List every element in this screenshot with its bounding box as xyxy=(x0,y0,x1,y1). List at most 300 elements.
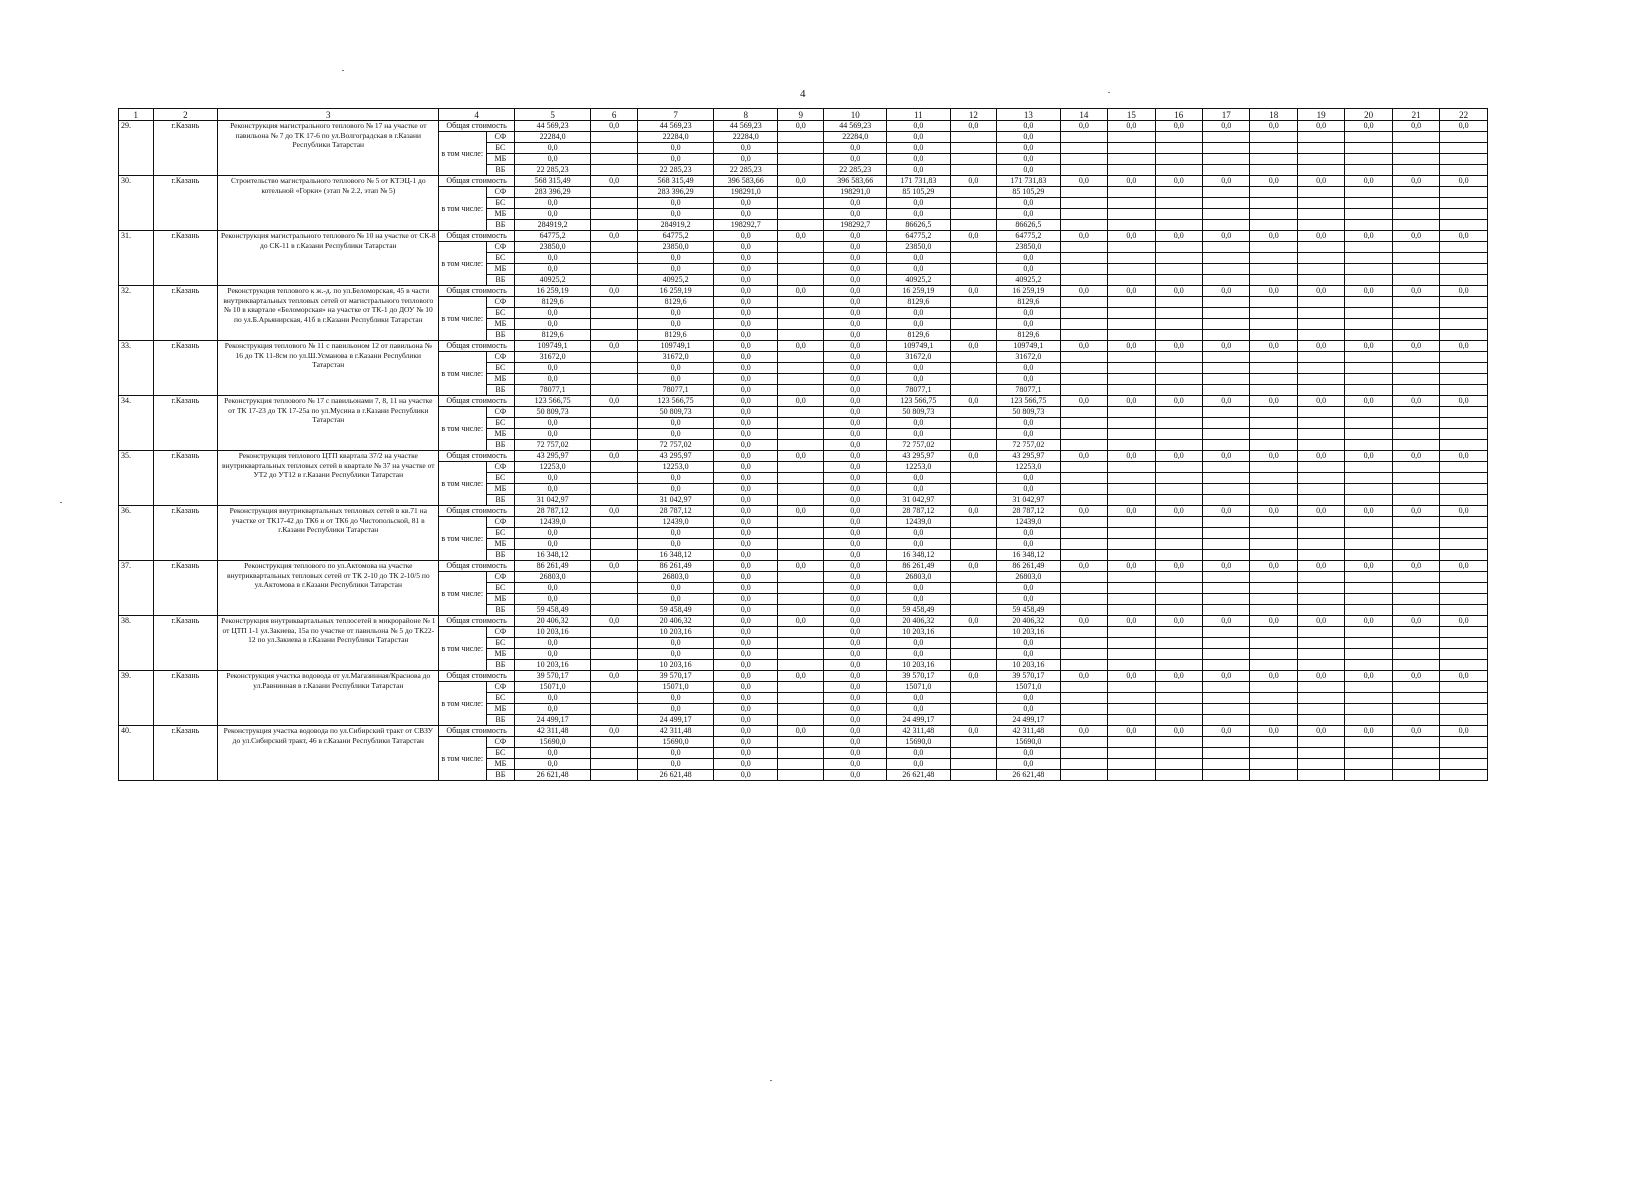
empty-cell xyxy=(1203,638,1250,649)
empty-cell xyxy=(1250,209,1297,220)
total-cost-label: Общая стоимость xyxy=(439,121,515,132)
empty-cell xyxy=(1250,638,1297,649)
empty-cell xyxy=(1250,407,1297,418)
empty-cell xyxy=(1108,352,1155,363)
empty-cell xyxy=(1297,352,1344,363)
value-cell: 0,0 xyxy=(824,726,887,737)
value-cell: 0,0 xyxy=(824,286,887,297)
value-cell: 26803,0 xyxy=(887,572,951,583)
value-cell: 0,0 xyxy=(778,121,824,132)
empty-cell xyxy=(1297,330,1344,341)
value-cell: 0,0 xyxy=(714,374,778,385)
including-label: в том числе: xyxy=(439,682,486,726)
including-label: в том числе: xyxy=(439,737,486,781)
row-number: 31. xyxy=(119,231,154,286)
value-cell xyxy=(950,517,996,528)
empty-cell xyxy=(1155,308,1202,319)
value-cell: 0,0 xyxy=(714,242,778,253)
empty-cell xyxy=(1250,517,1297,528)
empty-cell xyxy=(1155,297,1202,308)
value-cell: 0,0 xyxy=(714,209,778,220)
empty-cell xyxy=(1108,209,1155,220)
value-cell xyxy=(950,220,996,231)
value-cell: 0,0 xyxy=(1155,561,1202,572)
column-number: 19 xyxy=(1297,109,1344,121)
value-cell: 8129,6 xyxy=(637,330,714,341)
value-cell: 0,0 xyxy=(997,594,1061,605)
empty-cell xyxy=(1203,572,1250,583)
column-number: 6 xyxy=(591,109,637,121)
value-cell: 0,0 xyxy=(1440,671,1488,682)
value-cell: 15071,0 xyxy=(997,682,1061,693)
funding-code: БС xyxy=(486,748,514,759)
empty-cell xyxy=(1297,517,1344,528)
value-cell: 0,0 xyxy=(637,484,714,495)
value-cell: 0,0 xyxy=(824,209,887,220)
value-cell: 0,0 xyxy=(824,693,887,704)
value-cell: 12253,0 xyxy=(887,462,951,473)
value-cell: 24 499,17 xyxy=(887,715,951,726)
value-cell: 24 499,17 xyxy=(997,715,1061,726)
empty-cell xyxy=(1392,660,1439,671)
empty-cell xyxy=(1203,187,1250,198)
empty-cell xyxy=(1060,770,1107,781)
empty-cell xyxy=(1155,539,1202,550)
value-cell: 284919,2 xyxy=(637,220,714,231)
value-cell: 0,0 xyxy=(778,616,824,627)
value-cell: 0,0 xyxy=(1060,506,1107,517)
row-number: 30. xyxy=(119,176,154,231)
value-cell: 12439,0 xyxy=(887,517,951,528)
value-cell: 0,0 xyxy=(824,253,887,264)
funding-code: МБ xyxy=(486,759,514,770)
empty-cell xyxy=(1250,594,1297,605)
project-name: Реконструкция магистрального теплового № 17 на участке от павильона № 7 до ТК 17-6 по ул.Волгоградская в г.Казани Республики Татарстан xyxy=(218,121,439,176)
funding-code: БС xyxy=(486,418,514,429)
empty-cell xyxy=(1060,264,1107,275)
empty-cell xyxy=(1392,748,1439,759)
empty-cell xyxy=(1392,220,1439,231)
value-cell: 109749,1 xyxy=(997,341,1061,352)
value-cell: 0,0 xyxy=(714,297,778,308)
funding-code: БС xyxy=(486,363,514,374)
empty-cell xyxy=(1297,495,1344,506)
empty-cell xyxy=(1108,660,1155,671)
value-cell xyxy=(778,737,824,748)
value-cell: 0,0 xyxy=(887,319,951,330)
value-cell: 72 757,02 xyxy=(514,440,591,451)
empty-cell xyxy=(1155,165,1202,176)
value-cell: 0,0 xyxy=(997,693,1061,704)
value-cell xyxy=(591,154,637,165)
value-cell: 86 261,49 xyxy=(637,561,714,572)
value-cell xyxy=(591,198,637,209)
empty-cell xyxy=(1203,143,1250,154)
empty-cell xyxy=(1155,770,1202,781)
value-cell: 284919,2 xyxy=(514,220,591,231)
value-cell: 109749,1 xyxy=(637,341,714,352)
empty-cell xyxy=(1345,495,1392,506)
empty-cell xyxy=(1392,264,1439,275)
value-cell: 0,0 xyxy=(997,748,1061,759)
empty-cell xyxy=(1297,407,1344,418)
value-cell xyxy=(591,297,637,308)
empty-cell xyxy=(1155,198,1202,209)
value-cell: 31672,0 xyxy=(514,352,591,363)
value-cell: 123 566,75 xyxy=(637,396,714,407)
value-cell: 78077,1 xyxy=(887,385,951,396)
value-cell xyxy=(591,627,637,638)
value-cell: 0,0 xyxy=(1108,341,1155,352)
value-cell: 59 458,49 xyxy=(637,605,714,616)
empty-cell xyxy=(1203,319,1250,330)
value-cell: 0,0 xyxy=(887,418,951,429)
value-cell xyxy=(591,462,637,473)
empty-cell xyxy=(1392,605,1439,616)
empty-cell xyxy=(1345,275,1392,286)
value-cell: 0,0 xyxy=(514,198,591,209)
value-cell: 0,0 xyxy=(514,528,591,539)
value-cell: 0,0 xyxy=(637,319,714,330)
value-cell xyxy=(950,132,996,143)
value-cell: 0,0 xyxy=(714,231,778,242)
funding-code: ВБ xyxy=(486,275,514,286)
empty-cell xyxy=(1297,737,1344,748)
value-cell: 0,0 xyxy=(714,759,778,770)
value-cell: 0,0 xyxy=(950,396,996,407)
empty-cell xyxy=(1108,165,1155,176)
empty-cell xyxy=(1345,209,1392,220)
value-cell xyxy=(950,484,996,495)
empty-cell xyxy=(1345,649,1392,660)
value-cell xyxy=(950,242,996,253)
value-cell: 0,0 xyxy=(1392,506,1439,517)
empty-cell xyxy=(1297,253,1344,264)
column-number: 5 xyxy=(514,109,591,121)
value-cell: 0,0 xyxy=(824,616,887,627)
funding-code: МБ xyxy=(486,484,514,495)
empty-cell xyxy=(1297,198,1344,209)
empty-cell xyxy=(1155,660,1202,671)
empty-cell xyxy=(1345,737,1392,748)
value-cell: 0,0 xyxy=(1250,726,1297,737)
empty-cell xyxy=(1345,748,1392,759)
value-cell: 0,0 xyxy=(997,198,1061,209)
value-cell: 20 406,32 xyxy=(887,616,951,627)
column-number: 7 xyxy=(637,109,714,121)
empty-cell xyxy=(1250,715,1297,726)
value-cell: 0,0 xyxy=(1392,451,1439,462)
empty-cell xyxy=(1155,462,1202,473)
value-cell: 0,0 xyxy=(887,253,951,264)
row-number: 35. xyxy=(119,451,154,506)
empty-cell xyxy=(1108,528,1155,539)
empty-cell xyxy=(1392,275,1439,286)
empty-cell xyxy=(1203,539,1250,550)
empty-cell xyxy=(1155,572,1202,583)
empty-cell xyxy=(1297,539,1344,550)
value-cell: 0,0 xyxy=(1155,506,1202,517)
empty-cell xyxy=(1203,517,1250,528)
value-cell xyxy=(778,154,824,165)
value-cell: 0,0 xyxy=(824,583,887,594)
empty-cell xyxy=(1060,715,1107,726)
value-cell: 22284,0 xyxy=(824,132,887,143)
value-cell: 64775,2 xyxy=(997,231,1061,242)
funding-code: БС xyxy=(486,473,514,484)
column-number: 16 xyxy=(1155,109,1202,121)
empty-cell xyxy=(1345,693,1392,704)
value-cell: 0,0 xyxy=(714,462,778,473)
empty-cell xyxy=(1108,627,1155,638)
value-cell: 0,0 xyxy=(997,429,1061,440)
value-cell: 0,0 xyxy=(1203,176,1250,187)
value-cell xyxy=(591,715,637,726)
value-cell: 0,0 xyxy=(887,121,951,132)
empty-cell xyxy=(1060,319,1107,330)
project-total-row xyxy=(119,616,1488,627)
value-cell: 0,0 xyxy=(714,682,778,693)
empty-cell xyxy=(1440,517,1488,528)
empty-cell xyxy=(1297,220,1344,231)
value-cell: 0,0 xyxy=(1155,176,1202,187)
value-cell: 0,0 xyxy=(1250,231,1297,242)
row-number: 38. xyxy=(119,616,154,671)
value-cell: 0,0 xyxy=(714,550,778,561)
empty-cell xyxy=(1108,418,1155,429)
funding-code: МБ xyxy=(486,374,514,385)
funding-code: ВБ xyxy=(486,550,514,561)
empty-cell xyxy=(1108,605,1155,616)
value-cell: 0,0 xyxy=(1297,616,1344,627)
value-cell: 0,0 xyxy=(824,385,887,396)
empty-cell xyxy=(1345,583,1392,594)
value-cell: 0,0 xyxy=(824,484,887,495)
value-cell: 0,0 xyxy=(824,649,887,660)
empty-cell xyxy=(1108,374,1155,385)
value-cell: 0,0 xyxy=(824,715,887,726)
value-cell xyxy=(591,330,637,341)
empty-cell xyxy=(1250,660,1297,671)
value-cell: 0,0 xyxy=(714,605,778,616)
value-cell: 0,0 xyxy=(824,198,887,209)
value-cell xyxy=(778,572,824,583)
empty-cell xyxy=(1060,495,1107,506)
city-cell: г.Казань xyxy=(153,451,218,506)
value-cell xyxy=(591,132,637,143)
funding-code: СФ xyxy=(486,297,514,308)
empty-cell xyxy=(1060,484,1107,495)
value-cell: 0,0 xyxy=(1440,286,1488,297)
empty-cell xyxy=(1392,319,1439,330)
value-cell: 44 569,23 xyxy=(514,121,591,132)
empty-cell xyxy=(1203,484,1250,495)
value-cell: 78077,1 xyxy=(997,385,1061,396)
empty-cell xyxy=(1203,242,1250,253)
value-cell xyxy=(591,682,637,693)
investment-program-table xyxy=(118,108,1488,781)
value-cell: 0,0 xyxy=(714,429,778,440)
empty-cell xyxy=(1297,693,1344,704)
value-cell: 22284,0 xyxy=(714,132,778,143)
value-cell: 10 203,16 xyxy=(514,660,591,671)
empty-cell xyxy=(1392,374,1439,385)
value-cell: 43 295,97 xyxy=(514,451,591,462)
value-cell: 0,0 xyxy=(637,649,714,660)
empty-cell xyxy=(1250,462,1297,473)
value-cell: 0,0 xyxy=(514,759,591,770)
empty-cell xyxy=(1392,242,1439,253)
empty-cell xyxy=(1108,550,1155,561)
empty-cell xyxy=(1155,473,1202,484)
empty-cell xyxy=(1297,583,1344,594)
project-total-row xyxy=(119,176,1488,187)
empty-cell xyxy=(1392,649,1439,660)
value-cell: 0,0 xyxy=(714,363,778,374)
empty-cell xyxy=(1203,770,1250,781)
value-cell: 40925,2 xyxy=(997,275,1061,286)
value-cell xyxy=(950,539,996,550)
empty-cell xyxy=(1345,198,1392,209)
empty-cell xyxy=(1392,297,1439,308)
value-cell: 0,0 xyxy=(778,506,824,517)
value-cell xyxy=(778,319,824,330)
empty-cell xyxy=(1345,187,1392,198)
value-cell: 0,0 xyxy=(1060,231,1107,242)
value-cell: 28 787,12 xyxy=(637,506,714,517)
empty-cell xyxy=(1060,638,1107,649)
value-cell xyxy=(950,253,996,264)
empty-cell xyxy=(1108,264,1155,275)
empty-cell xyxy=(1060,583,1107,594)
value-cell: 10 203,16 xyxy=(637,660,714,671)
value-cell: 0,0 xyxy=(1060,286,1107,297)
funding-code: БС xyxy=(486,308,514,319)
value-cell: 0,0 xyxy=(591,671,637,682)
value-cell: 44 569,23 xyxy=(824,121,887,132)
empty-cell xyxy=(1060,242,1107,253)
project-total-row xyxy=(119,506,1488,517)
value-cell: 0,0 xyxy=(824,759,887,770)
value-cell: 0,0 xyxy=(1155,121,1202,132)
value-cell: 0,0 xyxy=(1345,561,1392,572)
value-cell: 0,0 xyxy=(887,594,951,605)
value-cell: 0,0 xyxy=(997,121,1061,132)
empty-cell xyxy=(1392,638,1439,649)
empty-cell xyxy=(1297,363,1344,374)
total-cost-label: Общая стоимость xyxy=(439,231,515,242)
city-cell: г.Казань xyxy=(153,506,218,561)
empty-cell xyxy=(1392,715,1439,726)
value-cell: 0,0 xyxy=(714,704,778,715)
value-cell xyxy=(950,429,996,440)
value-cell: 43 295,97 xyxy=(887,451,951,462)
total-cost-label: Общая стоимость xyxy=(439,286,515,297)
value-cell: 0,0 xyxy=(591,506,637,517)
value-cell: 0,0 xyxy=(887,704,951,715)
empty-cell xyxy=(1203,583,1250,594)
empty-cell xyxy=(1155,495,1202,506)
value-cell: 0,0 xyxy=(1392,231,1439,242)
empty-cell xyxy=(1203,627,1250,638)
empty-cell xyxy=(1155,704,1202,715)
empty-cell xyxy=(1203,132,1250,143)
empty-cell xyxy=(1297,308,1344,319)
value-cell: 0,0 xyxy=(637,429,714,440)
empty-cell xyxy=(1345,143,1392,154)
project-total-row xyxy=(119,341,1488,352)
value-cell: 24 499,17 xyxy=(514,715,591,726)
funding-code: ВБ xyxy=(486,330,514,341)
empty-cell xyxy=(1203,275,1250,286)
column-number: 15 xyxy=(1108,109,1155,121)
empty-cell xyxy=(1155,550,1202,561)
value-cell: 8129,6 xyxy=(887,297,951,308)
value-cell: 0,0 xyxy=(1392,176,1439,187)
value-cell: 0,0 xyxy=(714,517,778,528)
value-cell xyxy=(591,363,637,374)
funding-code: МБ xyxy=(486,704,514,715)
value-cell: 0,0 xyxy=(824,231,887,242)
value-cell: 0,0 xyxy=(824,660,887,671)
value-cell xyxy=(950,374,996,385)
empty-cell xyxy=(1060,143,1107,154)
value-cell: 0,0 xyxy=(1297,231,1344,242)
value-cell: 86626,5 xyxy=(887,220,951,231)
value-cell xyxy=(778,407,824,418)
value-cell: 0,0 xyxy=(714,660,778,671)
empty-cell xyxy=(1060,627,1107,638)
empty-cell xyxy=(1440,539,1488,550)
value-cell xyxy=(778,649,824,660)
empty-cell xyxy=(1345,385,1392,396)
value-cell xyxy=(778,583,824,594)
value-cell: 0,0 xyxy=(1250,506,1297,517)
project-total-row xyxy=(119,671,1488,682)
value-cell: 0,0 xyxy=(714,440,778,451)
value-cell xyxy=(950,770,996,781)
empty-cell xyxy=(1345,319,1392,330)
value-cell xyxy=(591,187,637,198)
empty-cell xyxy=(1440,572,1488,583)
value-cell: 396 583,66 xyxy=(714,176,778,187)
empty-cell xyxy=(1155,594,1202,605)
empty-cell xyxy=(1345,220,1392,231)
value-cell xyxy=(591,440,637,451)
empty-cell xyxy=(1440,737,1488,748)
empty-cell xyxy=(1155,484,1202,495)
value-cell: 0,0 xyxy=(1440,561,1488,572)
empty-cell xyxy=(1108,748,1155,759)
city-cell: г.Казань xyxy=(153,561,218,616)
value-cell: 0,0 xyxy=(824,495,887,506)
empty-cell xyxy=(1345,253,1392,264)
value-cell: 0,0 xyxy=(824,770,887,781)
value-cell: 0,0 xyxy=(714,484,778,495)
empty-cell xyxy=(1108,737,1155,748)
value-cell xyxy=(950,759,996,770)
empty-cell xyxy=(1440,440,1488,451)
value-cell xyxy=(950,638,996,649)
funding-code: СФ xyxy=(486,572,514,583)
value-cell: 64775,2 xyxy=(887,231,951,242)
empty-cell xyxy=(1060,605,1107,616)
value-cell xyxy=(778,517,824,528)
value-cell xyxy=(591,418,637,429)
empty-cell xyxy=(1440,264,1488,275)
empty-cell xyxy=(1345,704,1392,715)
empty-cell xyxy=(1297,759,1344,770)
